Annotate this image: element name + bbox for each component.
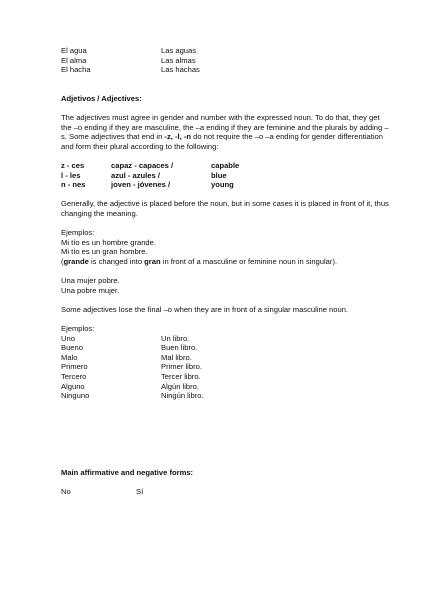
adjectives-heading: Adjetivos / Adjectives: (61, 93, 142, 103)
si-label: Sí (136, 486, 144, 496)
apocope-list (61, 334, 391, 401)
example-sentence: Mi tío es un gran hombre. (61, 247, 148, 257)
suffix-row (61, 161, 391, 171)
plural-form: Las almas (161, 55, 196, 65)
forms-heading: Main affirmative and negative forms: (61, 467, 194, 477)
apocope-row: Ninguno Ningún libro. (61, 391, 204, 401)
suffix-rule: l - les (61, 170, 81, 180)
plural-article-list (61, 46, 391, 75)
apocope-row: Tercero Tercer libro. (61, 372, 201, 381)
singular-form: El agua (61, 46, 87, 55)
suffix-endings: -z, -l, -n (164, 132, 191, 142)
lose-o-paragraph: Some adjectives lose the final –o when they are in front of a singular masculine noun. (61, 304, 349, 314)
suffix-rule: n - nes (61, 180, 86, 190)
placement-paragraph: Generally, the adjective is placed before the noun, but in some cases it is placed in front of it, thus changing the meaning. (61, 199, 389, 218)
plural-form: Las hachas (161, 65, 200, 75)
suffix-meaning: young (211, 180, 234, 190)
plural-row (61, 65, 391, 75)
apocope-row: Primero Primer libro. (61, 362, 202, 372)
singular-form: El alma (61, 55, 87, 65)
grande-note: (grande is changed into gran in front of a masculine or feminine noun in singular). (61, 256, 338, 266)
suffix-example: joven - jóvenes / (111, 180, 171, 190)
plural-row (61, 56, 391, 66)
adjectives-intro: The adjectives must agree in gender and number with the expressed noun. To do that, they get the –o ending if they are masculine, the –a ending if they are feminine and the plurals by adding –s. Some adjectives that end in -z, -l, -n do not require the –o –a ending for gender differentiation and form their plural according to the following: (61, 112, 389, 151)
apocope-row: Uno Un libro. (61, 333, 190, 343)
apocope-row: Bueno Buen libro. (61, 343, 198, 353)
suffix-example: azul - azules / (111, 170, 160, 180)
suffix-example: capaz - capaces / (111, 160, 174, 170)
example-sentence: Mi tío es un hombre grande. (61, 237, 156, 247)
example-sentence: Una mujer pobre. (61, 276, 120, 286)
forms-row (61, 487, 391, 497)
ejemplos-label: Ejemplos: (61, 324, 95, 334)
suffix-meaning: blue (211, 170, 227, 180)
apocope-row: Alguno Algún libro. (61, 381, 199, 391)
apocope-row: Malo Mal libro. (61, 352, 192, 362)
ejemplos-label: Ejemplos: (61, 228, 95, 238)
document-content (61, 46, 391, 497)
plural-row (61, 46, 391, 56)
no-label: No (61, 486, 71, 496)
suffix-rule: z - ces (61, 160, 85, 170)
suffix-row (61, 180, 391, 190)
singular-form: El hacha (61, 65, 91, 75)
example-sentence: Una pobre mujer. (61, 285, 120, 295)
plural-form: Las aguas (161, 46, 197, 55)
suffix-meaning: capable (211, 160, 240, 170)
suffix-row (61, 171, 391, 181)
suffix-table (61, 161, 391, 190)
